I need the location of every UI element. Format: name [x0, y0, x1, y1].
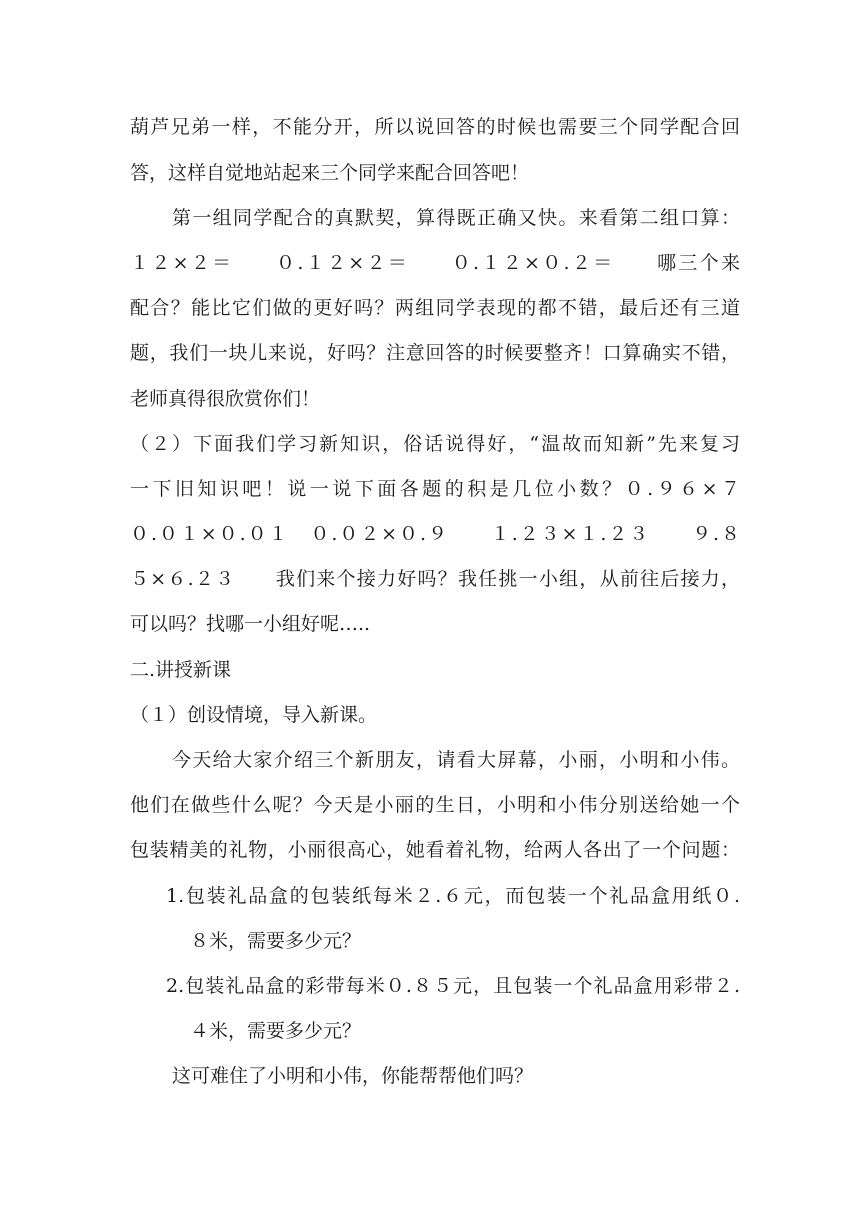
paragraph-line: 配合？能比它们做的更好吗？两组同学表现的都不错，最后还有三道 [130, 297, 740, 319]
question-line: ８米，需要多少元？ [190, 930, 362, 952]
paragraph-line: ５×６.２３ 我们来个接力好吗？我任挑一小组，从前往后接力， [130, 568, 740, 590]
paragraph-line: 包装精美的礼物，小丽很高心，她看着礼物，给两人各出了一个问题： [130, 839, 740, 861]
question-line: ４米，需要多少元？ [190, 1020, 362, 1042]
paragraph-line: 一下旧知识吧！说一说下面各题的积是几位小数？０.９６×７ [130, 478, 740, 500]
formula-line: １２×２＝ ０.１２×２＝ ０.１２×０.２＝ 哪三个来 [130, 252, 740, 274]
subsection-heading: （１）创设情境，导入新课。 [130, 704, 378, 726]
question-line: 2.包装礼品盒的彩带每米０.８５元，且包装一个礼品盒用彩带２. [166, 975, 740, 997]
paragraph-line: 可以吗？找哪一小组好呢….. [130, 613, 371, 635]
paragraph-line: （２）下面我们学习新知识，俗话说得好，“温故而知新”先来复习 [130, 433, 740, 455]
paragraph-line: 老师真得很欣赏你们！ [130, 388, 321, 410]
formula-line: ０.０１×０.０１ ０.０２×０.９ １.２３×１.２３ ９.８ [130, 523, 740, 545]
paragraph-line: 题，我们一块儿来说，好吗？注意回答的时候要整齐！口算确实不错， [130, 342, 740, 364]
paragraph-line: 葫芦兄弟一样，不能分开，所以说回答的时候也需要三个同学配合回 [130, 116, 740, 138]
question-line: 1.包装礼品盒的包装纸每米２.６元，而包装一个礼品盒用纸０. [166, 885, 740, 907]
section-heading: 二.讲授新课 [130, 659, 232, 681]
paragraph-line: 今天给大家介绍三个新朋友，请看大屏幕，小丽，小明和小伟。 [172, 749, 740, 771]
paragraph-line: 这可难住了小明和小伟，你能帮帮他们吗？ [172, 1065, 534, 1087]
paragraph-line: 第一组同学配合的真默契，算得既正确又快。来看第二组口算： [172, 207, 740, 229]
paragraph-line: 他们在做些什么呢？今天是小丽的生日，小明和小伟分别送给她一个 [130, 794, 740, 816]
paragraph-line: 答，这样自觉地站起来三个同学来配合回答吧！ [130, 162, 530, 184]
